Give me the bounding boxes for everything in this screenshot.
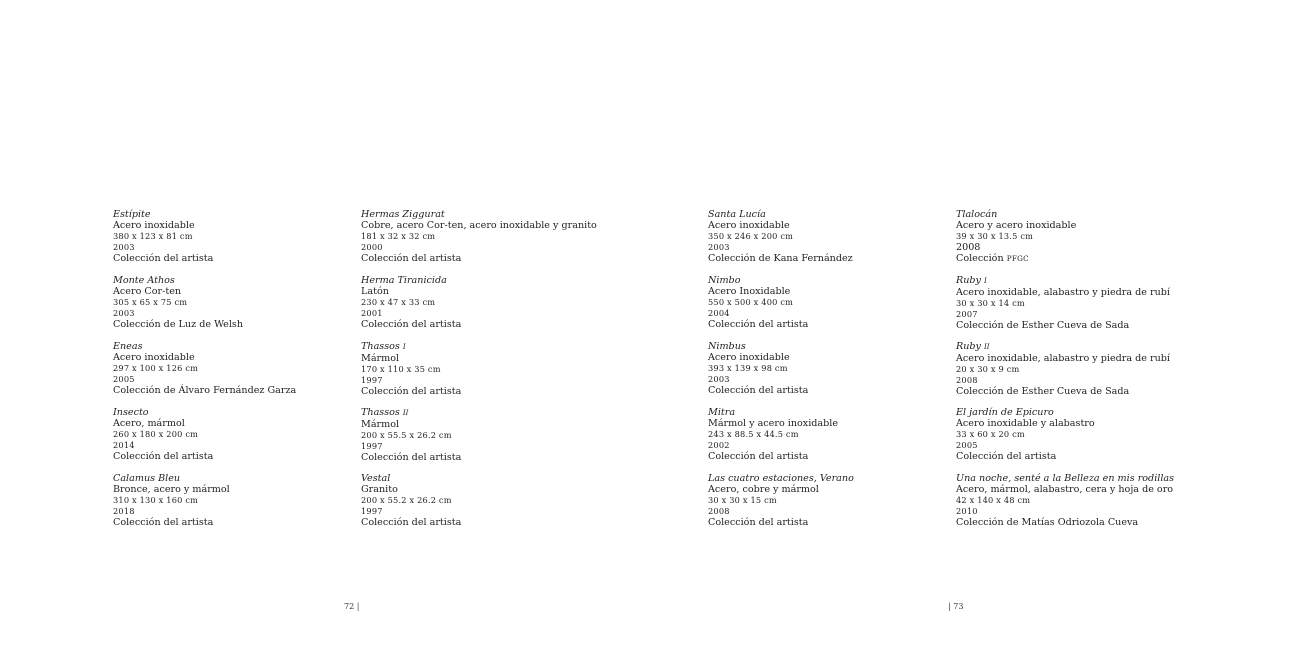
artwork-year: 2008 bbox=[708, 506, 730, 516]
artwork-title: El jardín de Epicuro bbox=[956, 407, 1054, 418]
artwork-material: Acero, mármol, alabastro, cera y hoja de oro bbox=[956, 484, 1174, 495]
artwork-title: Insecto bbox=[113, 407, 149, 418]
artwork-title-text: Thassos bbox=[361, 407, 400, 418]
artwork-dimensions: 200 x 55.2 x 26.2 cm bbox=[361, 495, 452, 505]
artwork-dimensions: 20 x 30 x 9 cm bbox=[956, 364, 1020, 374]
artwork-entry-estipite bbox=[113, 209, 296, 275]
artwork-entry-monte-athos bbox=[113, 275, 296, 341]
artwork-title: Herma Tiranicida bbox=[361, 275, 447, 286]
artwork-year: 2003 bbox=[708, 374, 730, 384]
artwork-entry-santa-lucia bbox=[708, 209, 854, 275]
artwork-entry-eneas bbox=[113, 341, 296, 407]
artwork-material: Mármol bbox=[361, 419, 400, 430]
left-page bbox=[0, 0, 651, 651]
artwork-title-numeral: I bbox=[402, 343, 406, 351]
artwork-material: Acero inoxidable bbox=[708, 352, 790, 363]
artwork-material: Acero, cobre y mármol bbox=[708, 484, 819, 495]
artwork-material: Acero Inoxidable bbox=[708, 286, 791, 297]
artwork-material: Mármol y acero inoxidable bbox=[708, 418, 839, 429]
artwork-collection: Colección del artista bbox=[956, 451, 1057, 462]
artwork-collection-acronym: PFGC bbox=[1006, 254, 1029, 263]
artwork-collection: Colección del artista bbox=[113, 451, 214, 462]
artwork-entry-vestal bbox=[361, 473, 597, 539]
artwork-collection-prefix: Colección bbox=[956, 253, 1004, 264]
page-number-left: 72 | bbox=[344, 602, 360, 611]
artwork-collection: Colección de Esther Cueva de Sada bbox=[956, 386, 1130, 397]
artwork-year: 1997 bbox=[361, 506, 383, 516]
artwork-title: Una noche, senté a la Belleza en mis rodillas bbox=[956, 473, 1175, 484]
artwork-title-numeral: I bbox=[984, 277, 987, 285]
artwork-entry-herma-tiranicida bbox=[361, 275, 597, 341]
artwork-collection: Colección del artista bbox=[361, 452, 462, 463]
artwork-title bbox=[956, 275, 1174, 287]
artwork-material: Acero inoxidable bbox=[113, 352, 195, 363]
artwork-year: 2001 bbox=[361, 308, 383, 318]
artwork-year: 2018 bbox=[113, 506, 135, 516]
artwork-title-text: Ruby bbox=[956, 275, 981, 286]
artwork-year: 2004 bbox=[708, 308, 730, 318]
artwork-collection: Colección del artista bbox=[708, 319, 809, 330]
artwork-collection: Colección del artista bbox=[361, 319, 462, 330]
artwork-material: Bronce, acero y mármol bbox=[113, 484, 230, 495]
artwork-collection: Colección del artista bbox=[708, 385, 809, 396]
artwork-title: Vestal bbox=[361, 473, 391, 484]
artwork-dimensions: 305 x 65 x 75 cm bbox=[113, 297, 188, 307]
artwork-dimensions: 393 x 139 x 98 cm bbox=[708, 363, 788, 373]
artwork-material: Mármol bbox=[361, 353, 400, 364]
artwork-material: Acero inoxidable, alabastro y piedra de rubí bbox=[956, 287, 1170, 298]
artwork-collection: Colección de Matías Odriozola Cueva bbox=[956, 517, 1139, 528]
artwork-entry-ruby-ii bbox=[956, 341, 1174, 407]
artwork-material: Acero inoxidable, alabastro y piedra de rubí bbox=[956, 353, 1170, 364]
artwork-title: Hermas Ziggurat bbox=[361, 209, 445, 220]
artwork-dimensions: 30 x 30 x 14 cm bbox=[956, 298, 1025, 308]
artwork-title-numeral: II bbox=[984, 343, 990, 351]
artwork-year: 2003 bbox=[113, 242, 135, 252]
artwork-dimensions: 310 x 130 x 160 cm bbox=[113, 495, 199, 505]
artwork-entry-las-cuatro-estaciones-verano bbox=[708, 473, 854, 539]
artwork-collection: Colección del artista bbox=[361, 517, 462, 528]
artwork-material: Cobre, acero Cor-ten, acero inoxidable y granito bbox=[361, 220, 597, 231]
artwork-dimensions: 170 x 110 x 35 cm bbox=[361, 364, 441, 374]
artwork-dimensions: 30 x 30 x 15 cm bbox=[708, 495, 777, 505]
artwork-year: 2007 bbox=[956, 309, 978, 319]
artwork-dimensions: 200 x 55.5 x 26.2 cm bbox=[361, 430, 452, 440]
artwork-title: Monte Athos bbox=[113, 275, 175, 286]
artwork-title bbox=[956, 341, 1174, 353]
artwork-list-column-4 bbox=[956, 209, 1174, 539]
artwork-title: Nimbo bbox=[708, 275, 741, 286]
artwork-entry-mitra bbox=[708, 407, 854, 473]
artwork-title-text: Thassos bbox=[361, 341, 400, 352]
artwork-collection: Colección del artista bbox=[113, 253, 214, 264]
artwork-dimensions: 297 x 100 x 126 cm bbox=[113, 363, 199, 373]
artwork-year: 2010 bbox=[956, 506, 978, 516]
artwork-material: Acero Cor-ten bbox=[113, 286, 182, 297]
artwork-material: Granito bbox=[361, 484, 398, 495]
artwork-list-column-3 bbox=[708, 209, 854, 539]
artwork-year: 2008 bbox=[956, 242, 981, 253]
artwork-material: Acero inoxidable bbox=[113, 220, 195, 231]
artwork-title: Tlalocán bbox=[956, 209, 998, 220]
artwork-title-text: Ruby bbox=[956, 341, 981, 352]
artwork-title bbox=[361, 407, 597, 419]
artwork-entry-nimbo bbox=[708, 275, 854, 341]
artwork-collection bbox=[956, 253, 1174, 264]
artwork-collection: Colección del artista bbox=[361, 253, 462, 264]
artwork-title: Las cuatro estaciones, Verano bbox=[708, 473, 854, 484]
right-page bbox=[651, 0, 1303, 651]
artwork-list-column-2 bbox=[361, 209, 597, 539]
artwork-material: Acero inoxidable bbox=[708, 220, 790, 231]
artwork-collection: Colección del artista bbox=[361, 386, 462, 397]
artwork-year: 2014 bbox=[113, 440, 135, 450]
artwork-entry-thassos-i bbox=[361, 341, 597, 407]
artwork-dimensions: 181 x 32 x 32 cm bbox=[361, 231, 436, 241]
artwork-entry-una-noche bbox=[956, 473, 1174, 539]
artwork-year: 2000 bbox=[361, 242, 383, 252]
artwork-collection: Colección de Álvaro Fernández Garza bbox=[113, 385, 297, 396]
artwork-year: 2008 bbox=[956, 375, 978, 385]
artwork-entry-nimbus bbox=[708, 341, 854, 407]
artwork-year: 1997 bbox=[361, 375, 383, 385]
artwork-entry-hermas-ziggurat bbox=[361, 209, 597, 275]
artwork-dimensions: 260 x 180 x 200 cm bbox=[113, 429, 199, 439]
artwork-collection: Colección del artista bbox=[113, 517, 214, 528]
artwork-material: Acero inoxidable y alabastro bbox=[956, 418, 1095, 429]
artwork-dimensions: 230 x 47 x 33 cm bbox=[361, 297, 436, 307]
artwork-title: Mitra bbox=[708, 407, 736, 418]
artwork-dimensions: 33 x 60 x 20 cm bbox=[956, 429, 1025, 439]
artwork-material: Latón bbox=[361, 286, 389, 297]
artwork-entry-calamus-bleu bbox=[113, 473, 296, 539]
artwork-collection: Colección del artista bbox=[708, 451, 809, 462]
artwork-entry-insecto bbox=[113, 407, 296, 473]
artwork-collection: Colección de Kana Fernández bbox=[708, 253, 853, 264]
artwork-dimensions: 550 x 500 x 400 cm bbox=[708, 297, 794, 307]
artwork-entry-ruby-i bbox=[956, 275, 1174, 341]
artwork-material: Acero, mármol bbox=[113, 418, 185, 429]
artwork-entry-el-jardin-de-epicuro bbox=[956, 407, 1174, 473]
artwork-dimensions: 42 x 140 x 48 cm bbox=[956, 495, 1031, 505]
artwork-year: 2003 bbox=[113, 308, 135, 318]
artwork-collection: Colección de Esther Cueva de Sada bbox=[956, 320, 1130, 331]
artwork-dimensions: 243 x 88.5 x 44.5 cm bbox=[708, 429, 799, 439]
artwork-title: Santa Lucía bbox=[708, 209, 766, 220]
artwork-list-column-1 bbox=[113, 209, 296, 539]
artwork-collection: Colección del artista bbox=[708, 517, 809, 528]
artwork-year: 2005 bbox=[956, 440, 978, 450]
artwork-entry-thassos-ii bbox=[361, 407, 597, 473]
artwork-title: Nimbus bbox=[708, 341, 746, 352]
artwork-year: 2002 bbox=[708, 440, 730, 450]
artwork-title bbox=[361, 341, 597, 353]
artwork-material: Acero y acero inoxidable bbox=[956, 220, 1077, 231]
artwork-year: 1997 bbox=[361, 441, 383, 451]
artwork-year: 2005 bbox=[113, 374, 135, 384]
artwork-year: 2003 bbox=[708, 242, 730, 252]
artwork-dimensions: 380 x 123 x 81 cm bbox=[113, 231, 193, 241]
page-number-right: | 73 bbox=[948, 602, 964, 611]
artwork-entry-tlalocan bbox=[956, 209, 1174, 275]
artwork-dimensions: 39 x 30 x 13.5 cm bbox=[956, 231, 1034, 241]
artwork-dimensions: 350 x 246 x 200 cm bbox=[708, 231, 794, 241]
artwork-title: Estípite bbox=[113, 209, 151, 220]
artwork-collection: Colección de Luz de Welsh bbox=[113, 319, 243, 330]
artwork-title-numeral: II bbox=[402, 409, 409, 417]
artwork-title: Eneas bbox=[113, 341, 143, 352]
artwork-title: Calamus Bleu bbox=[113, 473, 181, 484]
